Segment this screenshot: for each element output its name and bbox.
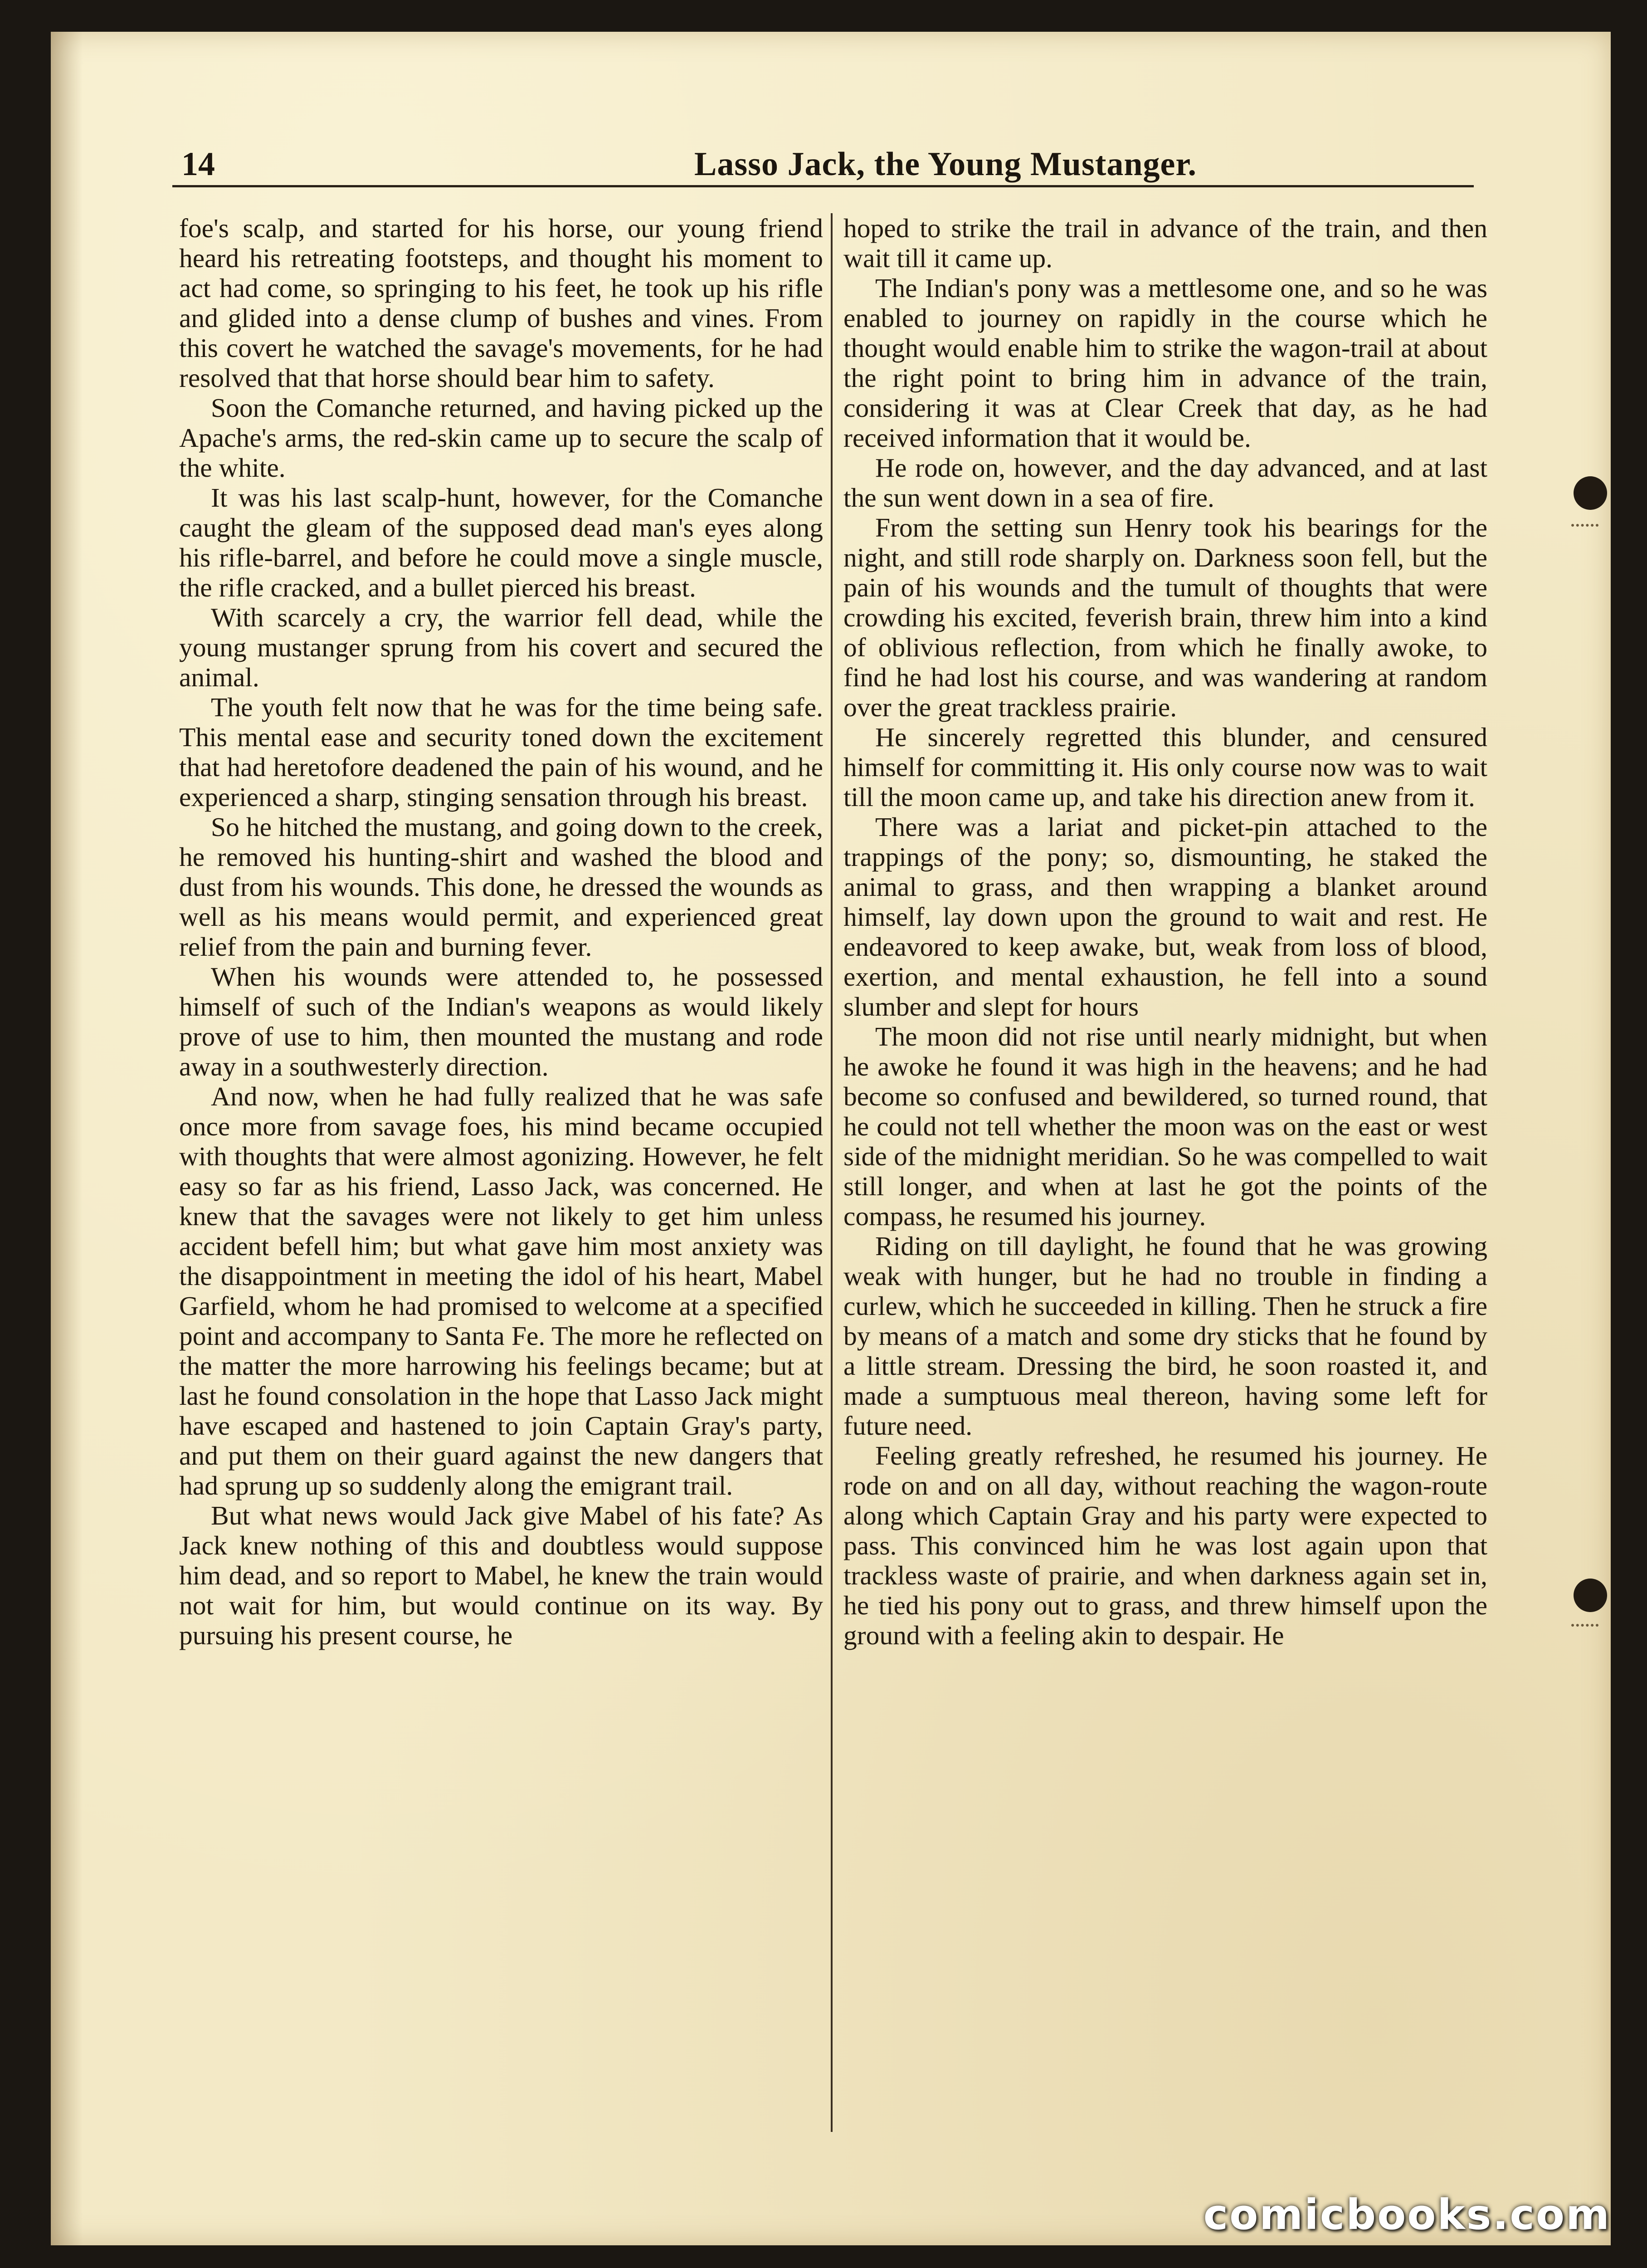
paragraph: From the setting sun Henry took his bearings for the night, and still rode sharply on. Darkness soon fell, but the pain of his wounds and the tumult of thoughts that were crowding his excited, feverish brain, threw him into a kind of oblivious reflection, from which he finally awoke, to find he had lost his course, and was wandering at random over the great trackless prairie. bbox=[843, 513, 1487, 722]
binding-hole-top bbox=[1574, 476, 1607, 510]
paragraph: Soon the Comanche returned, and having picked up the Apache's arms, the red-skin came up to secure the scalp of the white. bbox=[179, 393, 823, 483]
paragraph: The Indian's pony was a mettlesome one, and so he was enabled to journey on rapidly in the course which he thought would enable him to strike the wagon-trail at about the right point to bring him in advance of the train, considering it was at Clear Creek that day, as he had received information that it would be. bbox=[843, 273, 1487, 453]
paragraph: But what news would Jack give Mabel of his fate? As Jack knew nothing of this and doubtless would suppose him dead, and so report to Mabel, he knew the train would not wait for him, but would continue on its way. By pursuing his present course, he bbox=[179, 1501, 823, 1650]
paragraph: Feeling greatly refreshed, he resumed his journey. He rode on and on all day, without reaching the wagon-route along which Captain Gray and his party were expected to pass. This convinced him he was lost again upon that trackless waste of prairie, and when darkness again set in, he tied his pony out to grass, and threw himself upon the ground with a feeling akin to despair. He bbox=[843, 1441, 1487, 1650]
paragraph: So he hitched the mustang, and going down to the creek, he removed his hunting-shirt and washed the blood and dust from his wounds. This done, he dressed the wounds as well as his means would permit, and experienced great relief from the pain and burning fever. bbox=[179, 812, 823, 962]
binding-stitch-top bbox=[1571, 524, 1598, 527]
site-watermark: comicbooks.com bbox=[1203, 2190, 1611, 2239]
paragraph: The youth felt now that he was for the time being safe. This mental ease and security toned down the excitement that had heretofore deadened the pain of his wound, and he experienced a sharp, stinging sensation through his breast. bbox=[179, 692, 823, 812]
right-column bbox=[843, 213, 1487, 2132]
page-number: 14 bbox=[181, 146, 215, 183]
paragraph: foe's scalp, and started for his horse, our young friend heard his retreating footsteps, and thought his moment to act had come, so springing to his feet, he took up his rifle and glided into a dense clump of bushes and vines. From this covert he watched the savage's movements, for he had resolved that that horse should bear him to safety. bbox=[179, 213, 823, 393]
paragraph: The moon did not rise until nearly midnight, but when he awoke he found it was high in the heavens; and he had become so confused and bewildered, so turned round, that he could not tell whether the moon was on the east or west side of the midnight meridian. So he was compelled to wait still longer, and when at last he got the points of the compass, he resumed his journey. bbox=[843, 1022, 1487, 1231]
binding-stitch-bottom bbox=[1571, 1624, 1598, 1627]
paragraph: When his wounds were attended to, he possessed himself of such of the Indian's weapons as would likely prove of use to him, then mounted the mustang and rode away in a southwesterly direction. bbox=[179, 962, 823, 1081]
paragraph: And now, when he had fully realized that he was safe once more from savage foes, his mind became occupied with thoughts that were almost agonizing. However, he felt easy so far as his friend, Lasso Jack, was concerned. He knew that the savages were not likely to get him unless accident befell him; but what gave him most anxiety was the disappointment in meeting the idol of his heart, Mabel Garfield, whom he had promised to welcome at a specified point and accompany to Santa Fe. The more he reflected on the matter the more harrowing his feelings became; but at last he found consolation in the hope that Lasso Jack might have escaped and hastened to join Captain Gray's party, and put them on their guard against the new dangers that had sprung up so suddenly along the emigrant trail. bbox=[179, 1081, 823, 1501]
paragraph: It was his last scalp-hunt, however, for the Comanche caught the gleam of the supposed dead man's eyes along his rifle-barrel, and before he could move a single muscle, the rifle cracked, and a bullet pierced his breast. bbox=[179, 483, 823, 602]
column-divider bbox=[831, 213, 833, 2132]
paragraph: There was a lariat and picket-pin attached to the trappings of the pony; so, dismounting, he staked the animal to grass, and then wrapping a blanket around himself, lay down upon the ground to wait and rest. He endeavored to keep awake, but, weak from loss of blood, exertion, and mental exhaustion, he fell into a sound slumber and slept for hours bbox=[843, 812, 1487, 1022]
paragraph: He rode on, however, and the day advanced, and at last the sun went down in a sea of fire. bbox=[843, 453, 1487, 513]
running-title: Lasso Jack, the Young Mustanger. bbox=[694, 146, 1197, 183]
left-column bbox=[179, 213, 823, 2132]
binding-hole-bottom bbox=[1574, 1579, 1607, 1612]
paragraph: hoped to strike the trail in advance of the train, and then wait till it came up. bbox=[843, 213, 1487, 273]
paragraph: With scarcely a cry, the warrior fell dead, while the young mustanger sprung from his covert and secured the animal. bbox=[179, 602, 823, 692]
paragraph: Riding on till daylight, he found that he was growing weak with hunger, but he had no trouble in finding a curlew, which he succeeded in killing. Then he struck a fire by means of a match and some dry sticks that he found by a little stream. Dressing the bird, he soon roasted it, and made a sumptuous meal thereon, having some left for future need. bbox=[843, 1231, 1487, 1441]
page-edge-shadow bbox=[51, 32, 83, 2245]
header-rule bbox=[172, 185, 1474, 187]
paragraph: He sincerely regretted this blunder, and censured himself for committing it. His only course now was to wait till the moon came up, and take his direction anew from it. bbox=[843, 722, 1487, 812]
